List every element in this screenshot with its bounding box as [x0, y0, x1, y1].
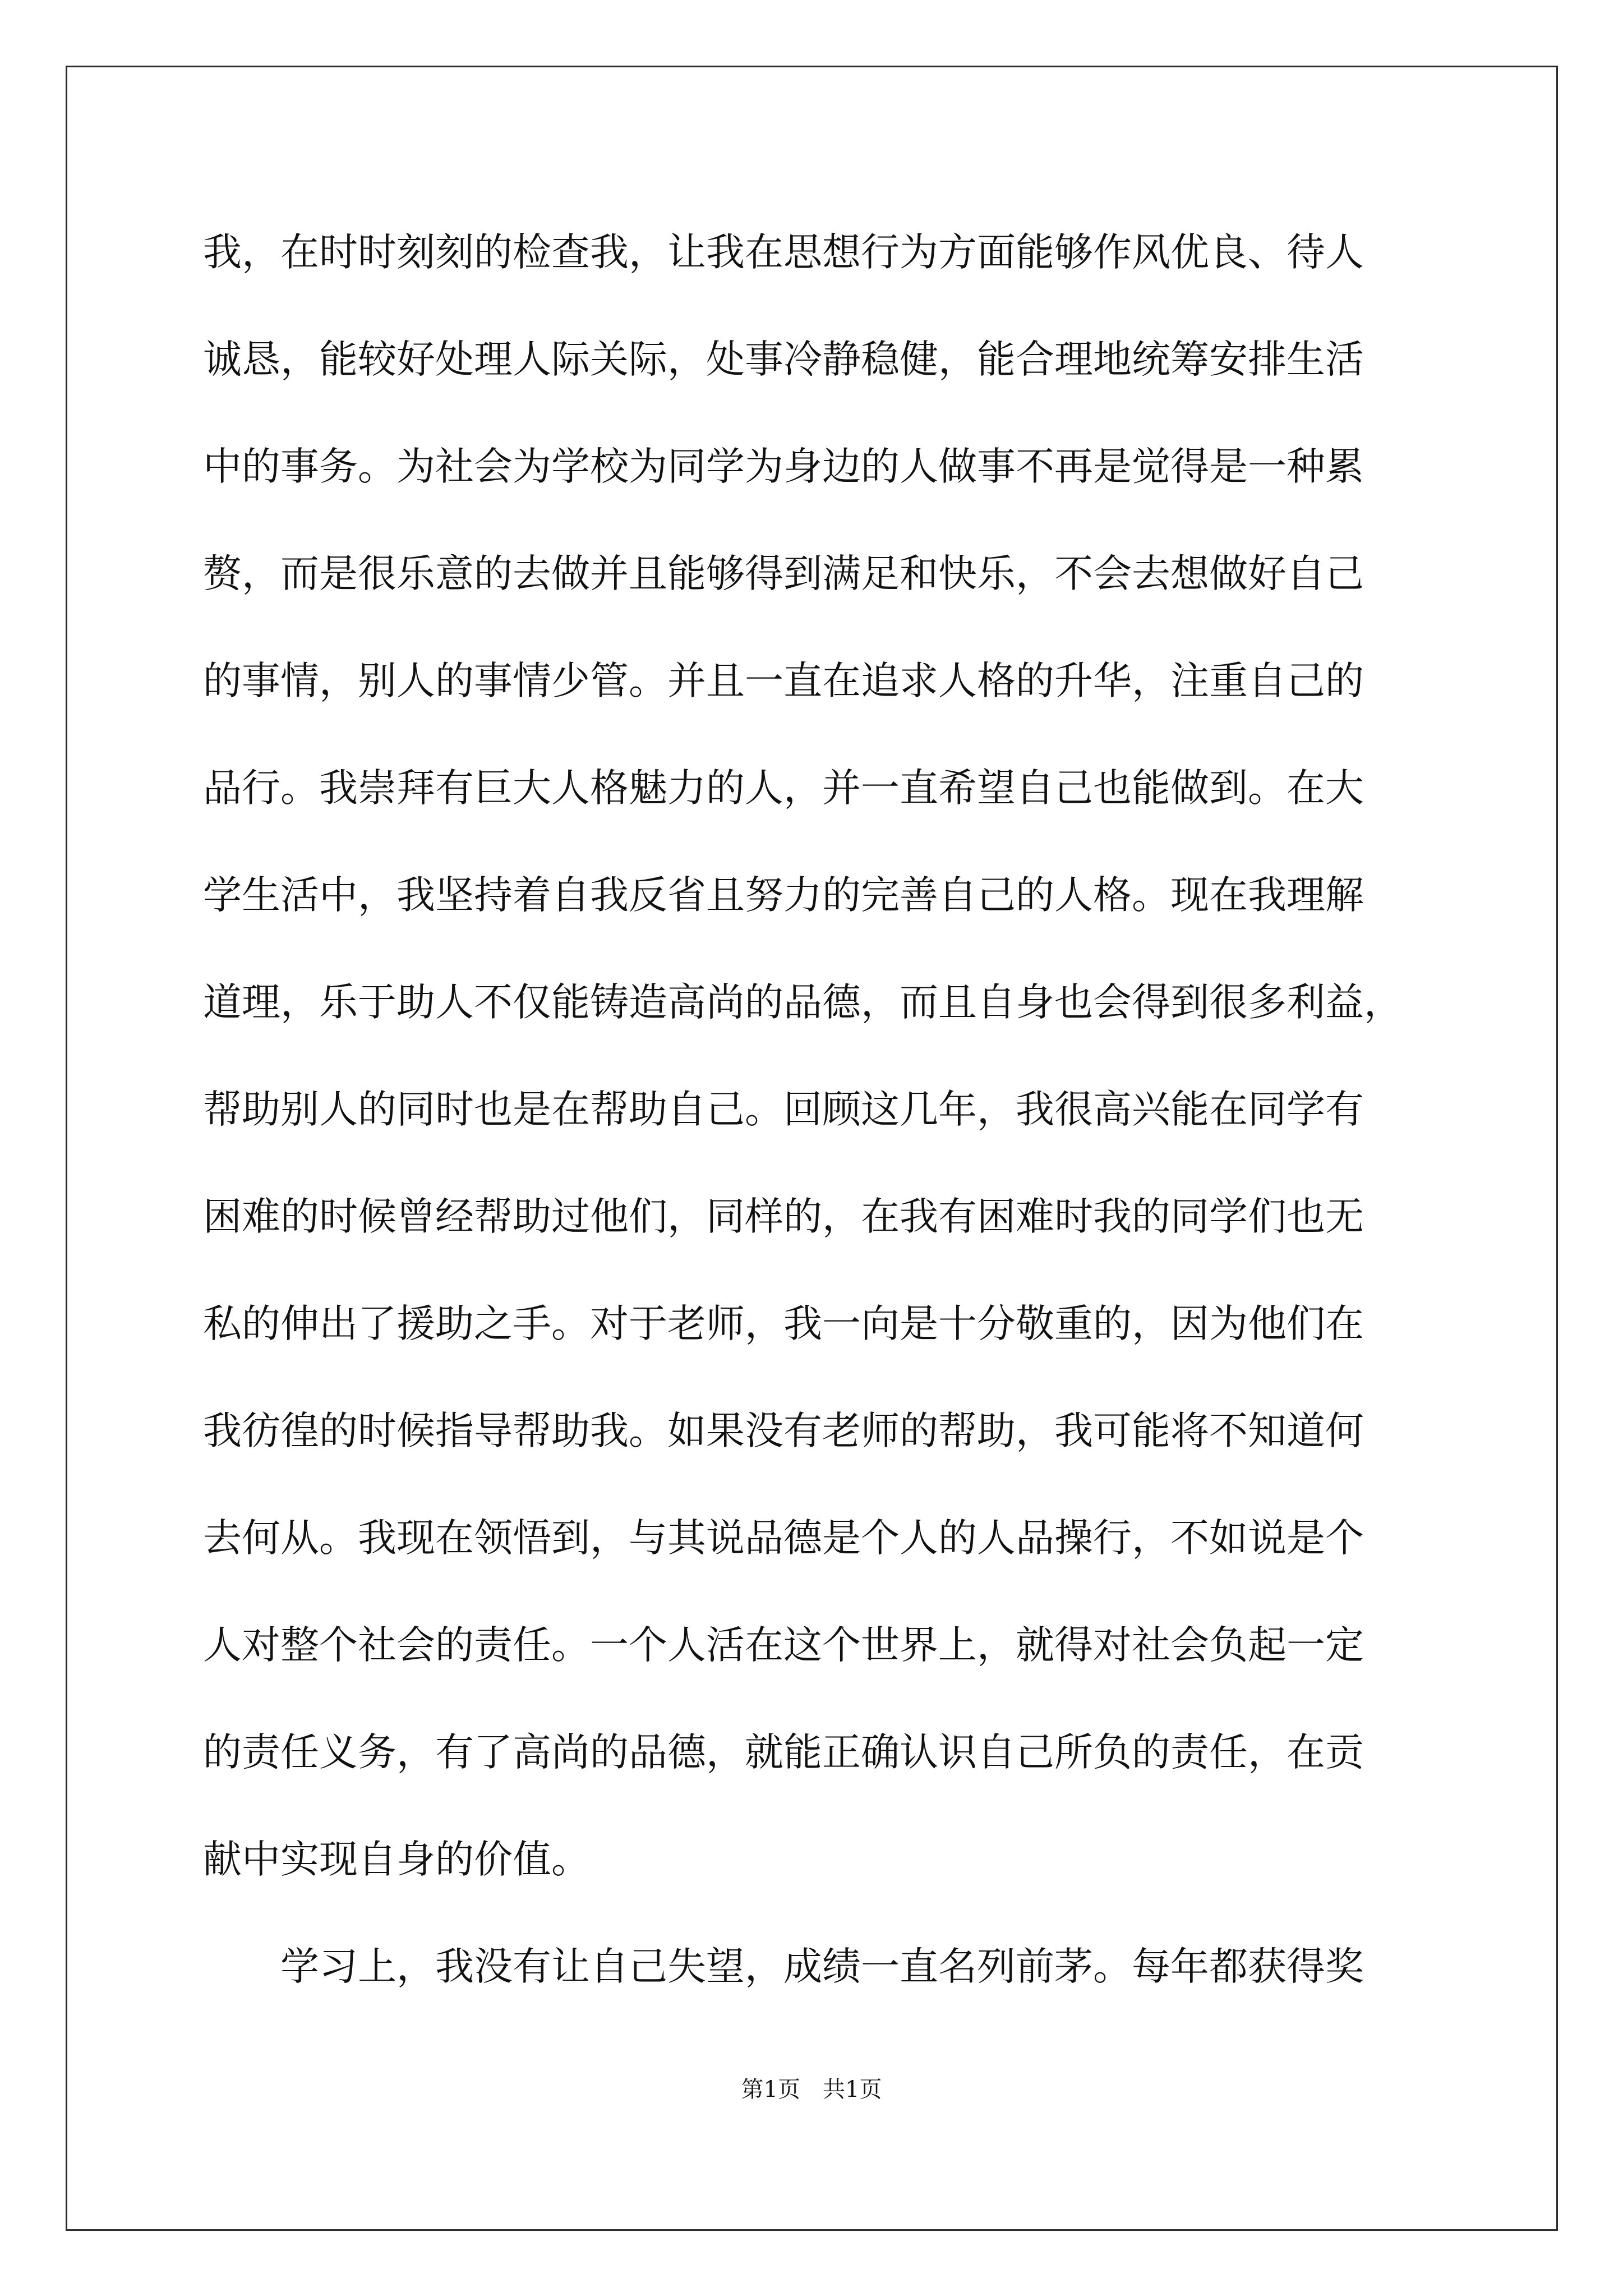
- text-line: 献中实现自身的价值。: [203, 1837, 590, 1882]
- text-line: 人对整个社会的责任。一个人活在这个世界上，就得对社会负起一定: [203, 1623, 1364, 1668]
- page-footer: 第1页 共1页: [741, 2077, 882, 2102]
- text-line: 我，在时时刻刻的检查我，让我在思想行为方面能够作风优良、待人: [203, 230, 1364, 275]
- text-line: 我彷徨的时候指导帮助我。如果没有老师的帮助，我可能将不知道何: [203, 1409, 1364, 1453]
- text-line: 去何从。我现在领悟到，与其说品德是个人的人品操行，不如说是个: [203, 1516, 1364, 1561]
- text-line: 帮助别人的同时也是在帮助自己。回顾这几年，我很高兴能在同学有: [203, 1087, 1364, 1132]
- body-text: [203, 199, 1437, 2021]
- text-line: 的事情，别人的事情少管。并且一直在追求人格的升华，注重自己的: [203, 659, 1364, 703]
- text-line: 学生活中，我坚持着自我反省且努力的完善自己的人格。现在我理解: [203, 873, 1364, 918]
- text-line: 学习上，我没有让自己失望，成绩一直名列前茅。每年都获得奖: [203, 1944, 1364, 1989]
- text-line: 困难的时候曾经帮助过他们，同样的，在我有困难时我的同学们也无: [203, 1194, 1364, 1239]
- text-line: 赘，而是很乐意的去做并且能够得到满足和快乐，不会去想做好自己: [203, 551, 1364, 596]
- text-line: 中的事务。为社会为学校为同学为身边的人做事不再是觉得是一种累: [203, 444, 1364, 489]
- text-line: 诚恳，能较好处理人际关际，处事冷静稳健，能合理地统筹安排生活: [203, 337, 1364, 382]
- text-line: 私的伸出了援助之手。对于老师，我一向是十分敬重的，因为他们在: [203, 1301, 1364, 1346]
- text-line: 道理，乐于助人不仅能铸造高尚的品德，而且自身也会得到很多利益，: [203, 980, 1403, 1025]
- text-line: 的责任义务，有了高尚的品德，就能正确认识自己所负的责任，在贡: [203, 1730, 1364, 1775]
- text-line: 品行。我崇拜有巨大人格魅力的人，并一直希望自己也能做到。在大: [203, 766, 1364, 811]
